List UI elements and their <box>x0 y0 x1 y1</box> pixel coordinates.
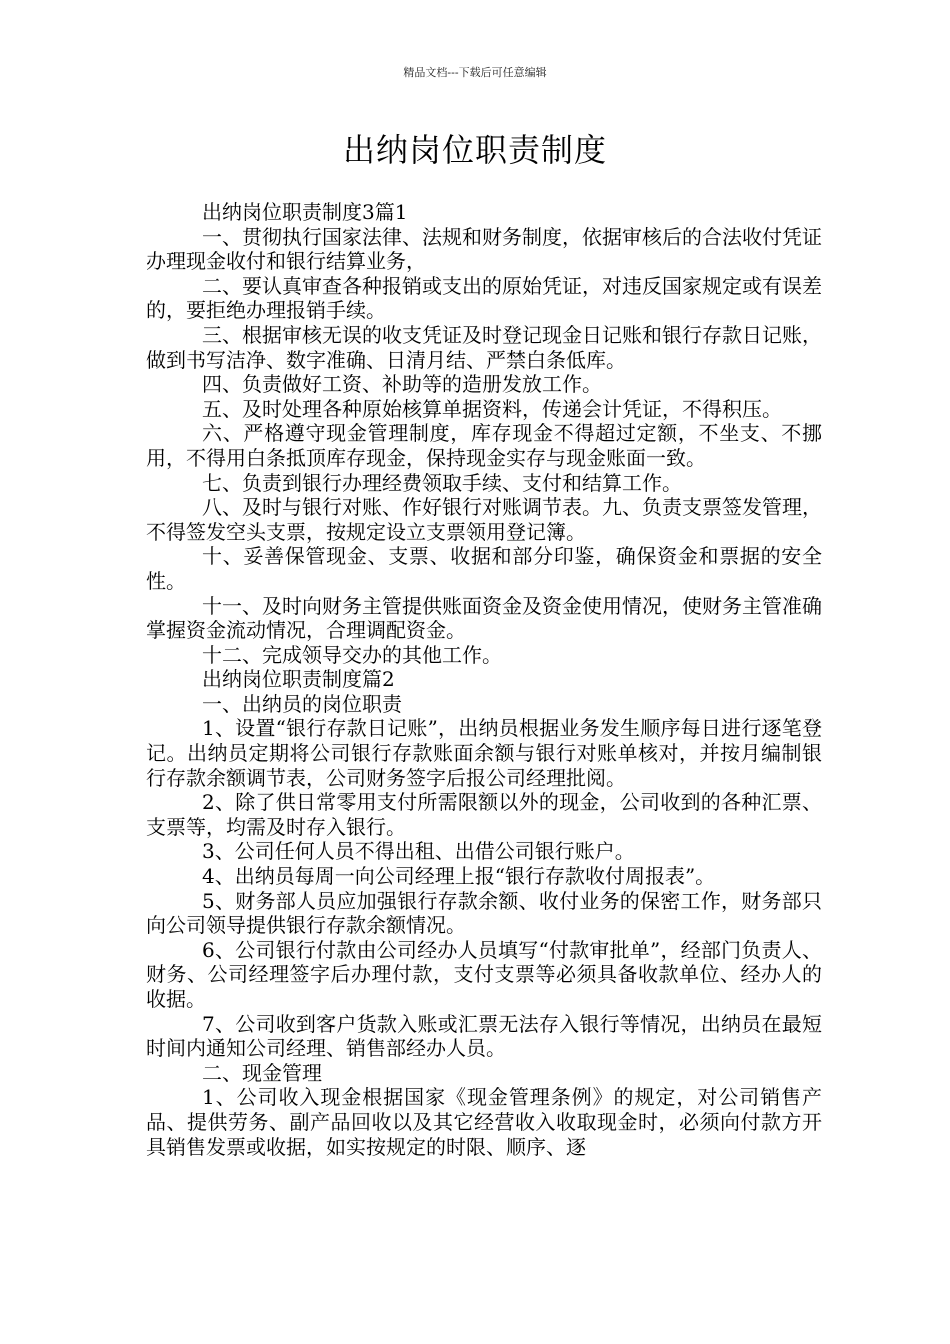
header-note: 精品文档---下载后可任意编辑 <box>403 66 547 79</box>
paragraph: 五、及时处理各种原始核算单据资料，传递会计凭证，不得积压。 <box>202 396 782 421</box>
document-body <box>146 200 822 1159</box>
paragraph: 1、公司收入现金根据国家《现金管理条例》的规定，对公司销售产品、提供劳务、副产品回收以及其它经营收入收取现金时，必须向付款方开具销售发票或收据，如实按规定的时限、顺序、逐 <box>146 1085 822 1159</box>
paragraph: 出纳岗位职责制度3篇1 <box>202 200 408 224</box>
paragraph: 十二、完成领导交办的其他工作。 <box>202 642 502 667</box>
paragraph: 一、贯彻执行国家法律、法规和财务制度，依据审核后的合法收付凭证办理现金收付和银行结算业务， <box>146 224 822 274</box>
paragraph: 6、公司银行付款由公司经办人员填写“付款审批单”，经部门负责人、财务、公司经理签字后办理付款，支付支票等必须具备收款单位、经办人的收据。 <box>146 937 822 1011</box>
paragraph: 7、公司收到客户货款入账或汇票无法存入银行等情况，出纳员在最短时间内通知公司经理、销售部经办人员。 <box>146 1011 822 1061</box>
paragraph: 二、要认真审查各种报销或支出的原始凭证，对违反国家规定或有误差的，要拒绝办理报销手续。 <box>146 273 822 323</box>
paragraph: 十、妥善保管现金、支票、收据和部分印鉴，确保资金和票据的安全性。 <box>146 544 822 593</box>
paragraph: 一、出纳员的岗位职责 <box>202 691 402 716</box>
paragraph: 1、设置“银行存款日记账”，出纳员根据业务发生顺序每日进行逐笔登记。出纳员定期将公司银行存款账面余额与银行对账单核对，并按月编制银行存款余额调节表，公司财务签字后报公司经理批阅。 <box>146 716 822 790</box>
paragraph: 四、负责做好工资、补助等的造册发放工作。 <box>202 372 602 397</box>
paragraph: 六、严格遵守现金管理制度，库存现金不得超过定额，不坐支、不挪用，不得用白条抵顶库存现金，保持现金实存与现金账面一致。 <box>146 421 822 470</box>
paragraph: 出纳岗位职责制度篇2 <box>202 667 395 692</box>
paragraph: 七、负责到银行办理经费领取手续、支付和结算工作。 <box>202 470 682 495</box>
paragraph: 八、及时与银行对账、作好银行对账调节表。九、负责支票签发管理，不得签发空头支票，按规定设立支票领用登记簿。 <box>146 495 822 544</box>
paragraph: 5、财务部人员应加强银行存款余额、收付业务的保密工作，财务部只向公司领导提供银行存款余额情况。 <box>146 888 822 938</box>
paragraph: 十一、及时向财务主管提供账面资金及资金使用情况，使财务主管准确掌握资金流动情况，合理调配资金。 <box>146 593 822 643</box>
document-title: 出纳岗位职责制度 <box>342 131 607 169</box>
paragraph: 二、现金管理 <box>202 1060 322 1085</box>
paragraph: 3、公司任何人员不得出租、出借公司银行账户。 <box>202 839 635 864</box>
paragraph: 2、除了供日常零用支付所需限额以外的现金，公司收到的各种汇票、支票等，均需及时存入银行。 <box>146 790 822 839</box>
paragraph: 4、出纳员每周一向公司经理上报“银行存款收付周报表”。 <box>202 864 716 889</box>
paragraph: 三、根据审核无误的收支凭证及时登记现金日记账和银行存款日记账，做到书写洁净、数字准确、日清月结、严禁白条低库。 <box>146 322 822 372</box>
